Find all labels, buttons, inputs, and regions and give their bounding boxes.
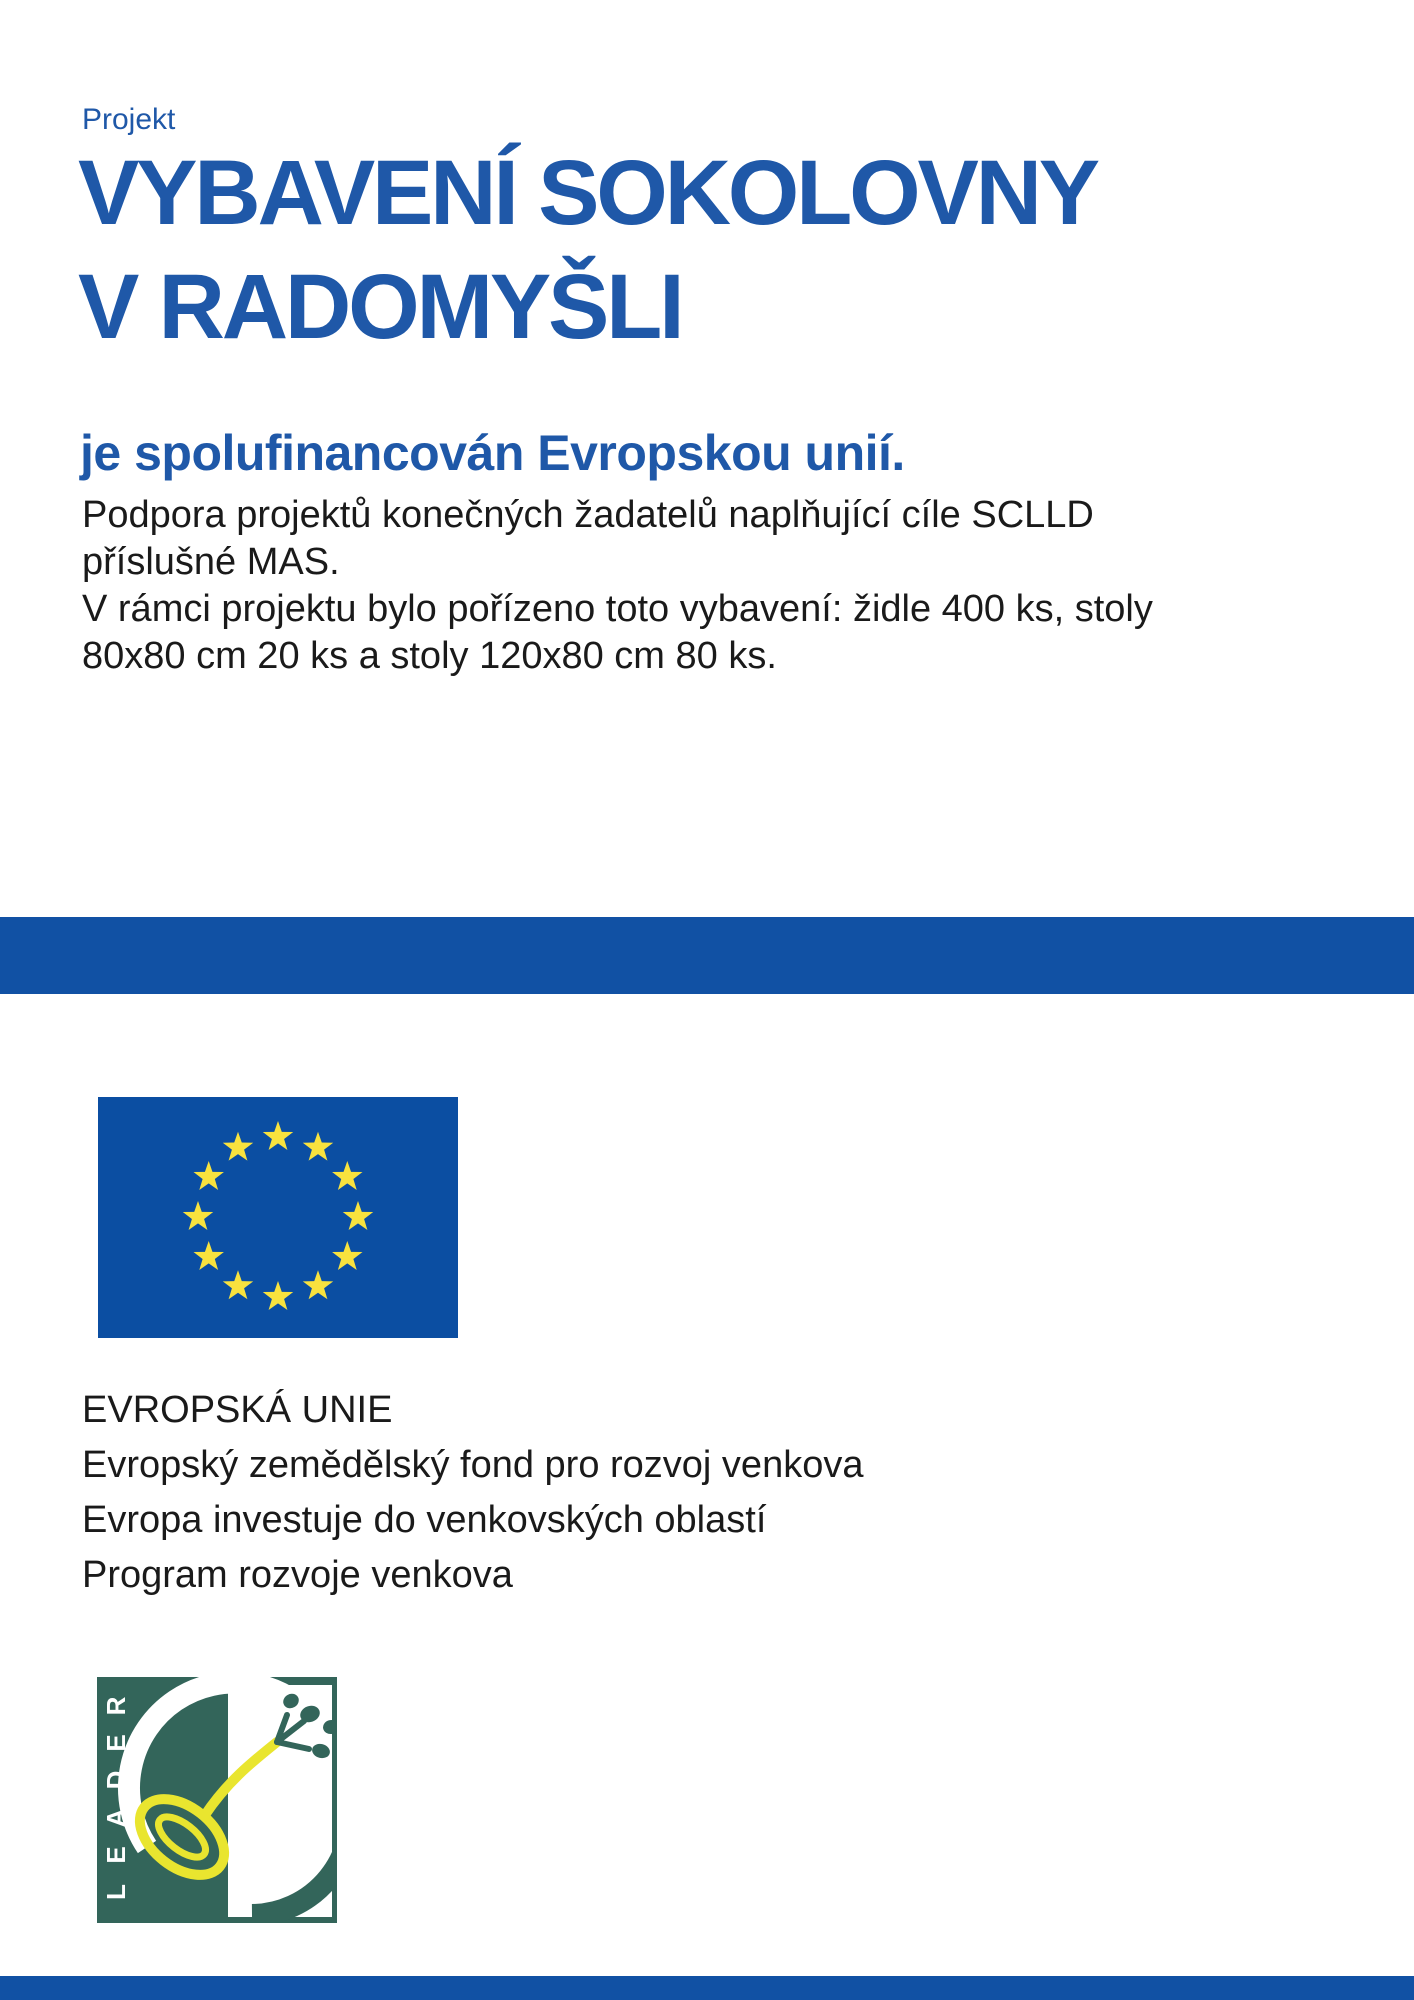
leader-letter: L xyxy=(101,1884,131,1900)
eu-attribution xyxy=(82,1383,863,1603)
description-line: V rámci projektu bylo pořízeno toto vybavení: židle 400 ks, stoly xyxy=(82,588,1153,630)
eu-flag-icon xyxy=(98,1097,458,1338)
description-line: 80x80 cm 20 ks a stoly 120x80 cm 80 ks. xyxy=(82,635,777,677)
footer-band xyxy=(0,1976,1414,2000)
project-title-line-1: VYBAVENÍ SOKOLOVNY xyxy=(78,142,1097,244)
separator-band xyxy=(0,917,1414,994)
leader-letter: E xyxy=(101,1846,131,1864)
eu-attribution-line: Evropský zemědělský fond pro rozvoj venkova xyxy=(82,1444,864,1486)
leader-letter: D xyxy=(101,1770,131,1790)
project-title xyxy=(78,136,1097,364)
leader-wordmark xyxy=(101,1691,131,1907)
project-subtitle: je spolufinancován Evropskou unií. xyxy=(80,425,905,481)
eu-attribution-line: Program rozvoje venkova xyxy=(82,1554,513,1596)
leader-letter: R xyxy=(101,1696,131,1716)
leader-letter: E xyxy=(101,1734,131,1752)
kicker-text: Projekt xyxy=(82,103,176,136)
description-line: příslušné MAS. xyxy=(82,541,340,583)
leader-letter: A xyxy=(101,1808,131,1827)
project-description xyxy=(82,492,1153,680)
description-line: Podpora projektů konečných žadatelů naplňující cíle SCLLD xyxy=(82,494,1094,536)
project-title-line-2: V RADOMYŠLI xyxy=(78,256,682,358)
eu-attribution-line: EVROPSKÁ UNIE xyxy=(82,1389,393,1431)
eu-attribution-line: Evropa investuje do venkovských oblastí xyxy=(82,1499,767,1541)
leader-logo-icon xyxy=(97,1677,337,1923)
